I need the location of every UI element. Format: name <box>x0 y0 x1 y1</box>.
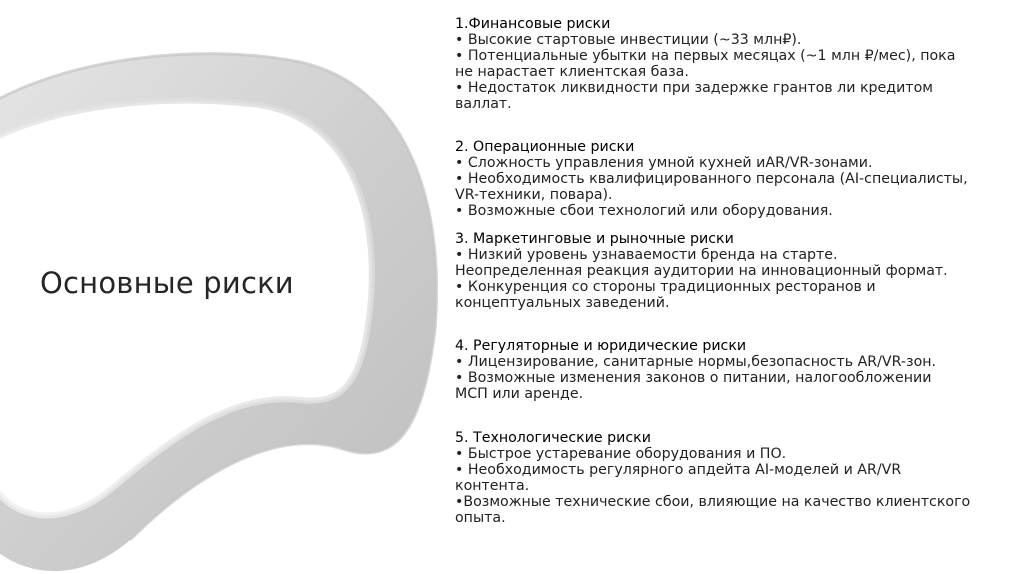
risk-line: • Возможные сбои технологий или оборудования. <box>455 203 833 219</box>
risk-heading: 4. Регуляторные и юридические риски <box>455 338 747 354</box>
risk-block-regulatory <box>455 338 1015 402</box>
risk-line: Неопределенная реакция аудитории на инновационный формат. <box>455 263 948 279</box>
risk-block-marketing <box>455 231 1015 311</box>
risk-heading: 5. Технологические риски <box>455 430 651 446</box>
risk-heading: 3. Маркетинговые и рыночные риски <box>455 231 734 247</box>
risk-line: • Конкуренция со стороны традиционных ресторанов и <box>455 279 876 295</box>
risk-line: • Потенциальные убытки на первых месяцах (~1 млн ₽/мес), пока <box>455 48 956 64</box>
risk-line: • Лицензирование, санитарные нормы,безопасность AR/VR-зон. <box>455 354 937 370</box>
slide-title: Основные риски <box>40 266 294 300</box>
risk-line: VR-техники, повара). <box>455 187 613 203</box>
risk-line: •Возможные технические сбои, влияющие на качество клиентского <box>455 494 971 510</box>
risk-line: контента. <box>455 478 530 494</box>
risk-line: концептуальных заведений. <box>455 295 670 311</box>
risk-line: валлат. <box>455 96 512 112</box>
risk-list <box>455 16 1015 526</box>
risk-block-operational <box>455 139 1015 219</box>
risk-line: МСП или аренде. <box>455 386 584 402</box>
risk-line: • Низкий уровень узнаваемости бренда на старте. <box>455 247 838 263</box>
risk-line: • Быстрое устаревание оборудования и ПО. <box>455 446 787 462</box>
risk-block-technology <box>455 430 1015 526</box>
risk-line: • Возможные изменения законов о питании, налогообложении <box>455 370 932 386</box>
risk-line: • Высокие стартовые инвестиции (~33 млн₽). <box>455 32 802 48</box>
risk-line: • Необходимость регулярного апдейта AI-моделей и AR/VR <box>455 462 902 478</box>
risk-heading: 1.Финансовые риски <box>455 16 611 32</box>
risk-line: • Сложность управления умной кухней иAR/VR-зонами. <box>455 155 873 171</box>
risk-block-financial <box>455 16 1015 112</box>
risk-line: не нарастает клиентская база. <box>455 64 689 80</box>
risk-line: • Недостаток ликвидности при задержке грантов ли кредитом <box>455 80 933 96</box>
risk-line: • Необходимость квалифицированного персонала (AI-специалисты, <box>455 171 968 187</box>
risk-line: опыта. <box>455 510 506 526</box>
risk-heading: 2. Операционные риски <box>455 139 635 155</box>
